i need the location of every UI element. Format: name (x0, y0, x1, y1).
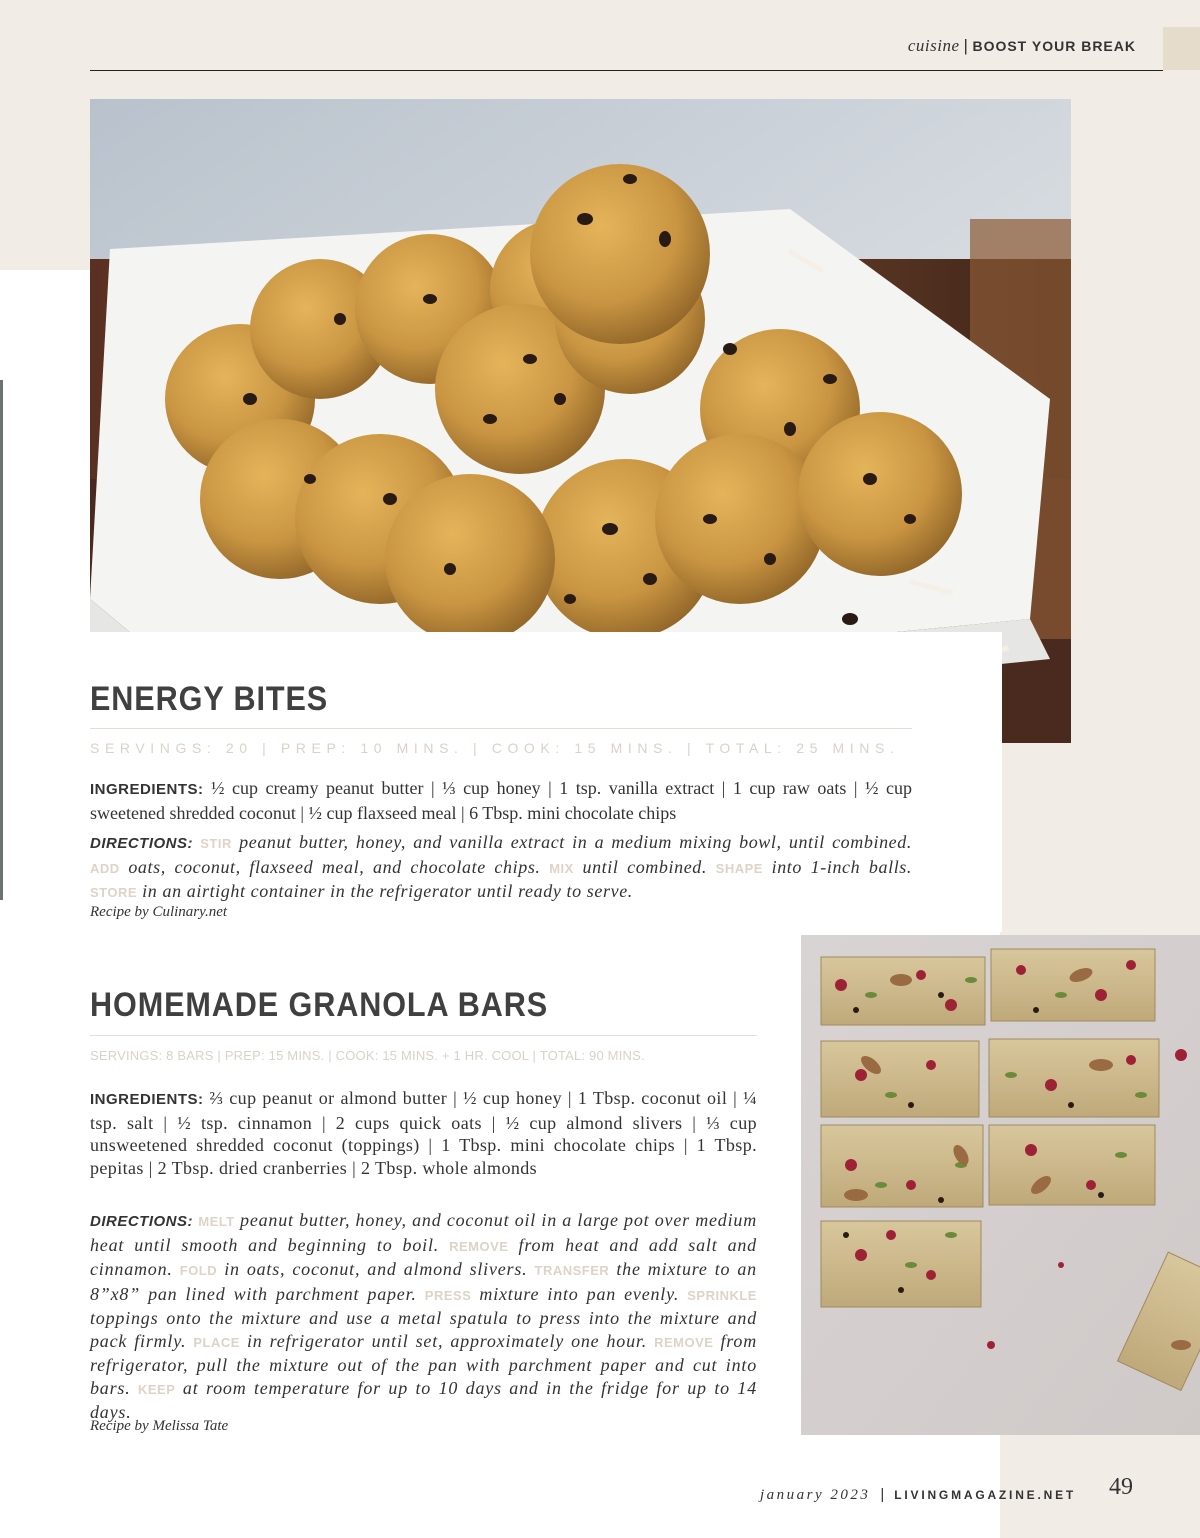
corner-tab (1163, 27, 1200, 70)
direction-text: mixture into pan evenly. (479, 1283, 680, 1304)
direction-verb: MIX (549, 860, 574, 876)
direction-text: in an airtight container in the refrigerator until ready to serve. (142, 881, 633, 901)
page-number: 49 (1109, 1474, 1133, 1500)
recipe-meta-energy-bites: SERVINGS: 20 | PREP: 10 MINS. | COOK: 15 MINS. | TOTAL: 25 MINS. (90, 740, 900, 756)
recipe-title-granola-bars: HOMEMADE GRANOLA BARS (90, 986, 549, 1024)
ingredients-label: INGREDIENTS: (90, 1091, 204, 1108)
directions-label: DIRECTIONS: (90, 1213, 193, 1230)
issue-date: january 2023 (759, 1487, 871, 1503)
direction-text: into 1-inch balls. (771, 856, 912, 877)
ingredients-label: INGREDIENTS: (90, 781, 204, 798)
direction-verb: ADD (90, 860, 120, 876)
magazine-website: LIVINGMAGAZINE.NET (894, 1488, 1076, 1502)
direction-verb: REMOVE (449, 1238, 509, 1254)
footer-separator: | (880, 1486, 885, 1503)
direction-text: peanut butter, honey, and vanilla extract in a medium mixing bowl, until combined. (239, 832, 912, 852)
granola-bars-photo (801, 935, 1200, 1435)
direction-text: from refrigerator, pull the mixture out of the pan with parchment paper and cut into bars. (90, 1330, 758, 1398)
section-title: BOOST YOUR BREAK (972, 38, 1136, 54)
directions-granola-bars (90, 1209, 757, 1424)
direction-verb: REMOVE (654, 1334, 714, 1350)
section-name: cuisine (907, 36, 960, 55)
direction-text: oats, coconut, flaxseed meal, and chocolate chips. (128, 856, 541, 877)
ingredients-granola-bars (90, 1087, 757, 1179)
direction-text: toppings onto the mixture and use a metal spatula to press into the mixture and pack firmly. (90, 1308, 757, 1351)
direction-verb: SHAPE (715, 860, 763, 876)
ingredients-energy-bites (90, 777, 912, 824)
title-rule (90, 1035, 757, 1036)
recipe-credit-energy-bites: Recipe by Culinary.net (90, 904, 228, 920)
recipe-title-energy-bites: ENERGY BITES (90, 680, 329, 718)
direction-text: peanut butter, honey, and coconut oil in a large pot over medium heat until smooth and beginning to boil. (90, 1210, 758, 1255)
header-rule (90, 70, 1163, 71)
title-rule (90, 728, 912, 729)
direction-text: until combined. (582, 856, 707, 877)
direction-verb: PLACE (193, 1334, 240, 1350)
direction-verb: STORE (90, 885, 138, 900)
direction-verb: KEEP (138, 1381, 176, 1397)
recipe-credit-granola-bars: Recipe by Melissa Tate (90, 1418, 229, 1434)
directions-label: DIRECTIONS: (90, 835, 193, 852)
ingredients-text: ⅔ cup peanut or almond butter | ½ cup honey | 1 Tbsp. coconut oil | ¼ tsp. salt | ½ tsp. cinnamon | 2 cups quick oats | ½ cup almond slivers | ⅓ cup unsweetened shredded coconut (toppings) | 1 Tbsp. mini chocolate chips | 1 Tbsp. pepitas | 2 Tbsp. dried cranberries | 2 Tbsp. whole almonds (90, 1088, 757, 1178)
direction-verb: TRANSFER (534, 1263, 610, 1278)
directions-energy-bites (90, 831, 912, 905)
page-edge-shadow (0, 380, 3, 900)
running-footer (760, 1486, 1076, 1504)
direction-text: in oats, coconut, and almond slivers. (224, 1259, 528, 1279)
direction-verb: MELT (198, 1214, 235, 1229)
direction-verb: FOLD (179, 1263, 218, 1278)
direction-text: from heat and add salt and cinnamon. (90, 1234, 757, 1279)
header-separator: | (963, 36, 969, 55)
direction-verb: STIR (200, 836, 232, 851)
running-header (908, 36, 1136, 56)
direction-verb: PRESS (424, 1287, 472, 1303)
ingredients-text: ½ cup creamy peanut butter | ⅓ cup honey | 1 tsp. vanilla extract | 1 cup raw oats | ½ cup sweetened shredded coconut | ½ cup flaxseed meal | 6 Tbsp. mini chocolate chips (90, 778, 913, 823)
direction-verb: SPRINKLE (687, 1287, 757, 1303)
direction-text: at room temperature for up to 10 days and in the fridge for up to 14 days. (90, 1377, 757, 1422)
recipe-meta-granola-bars: SERVINGS: 8 BARS | PREP: 15 MINS. | COOK: 15 MINS. + 1 HR. COOL | TOTAL: 90 MINS. (90, 1048, 645, 1063)
direction-text: the mixture to an 8”x8” pan lined with parchment paper. (90, 1259, 757, 1304)
direction-text: in refrigerator until set, approximately one hour. (246, 1330, 648, 1351)
